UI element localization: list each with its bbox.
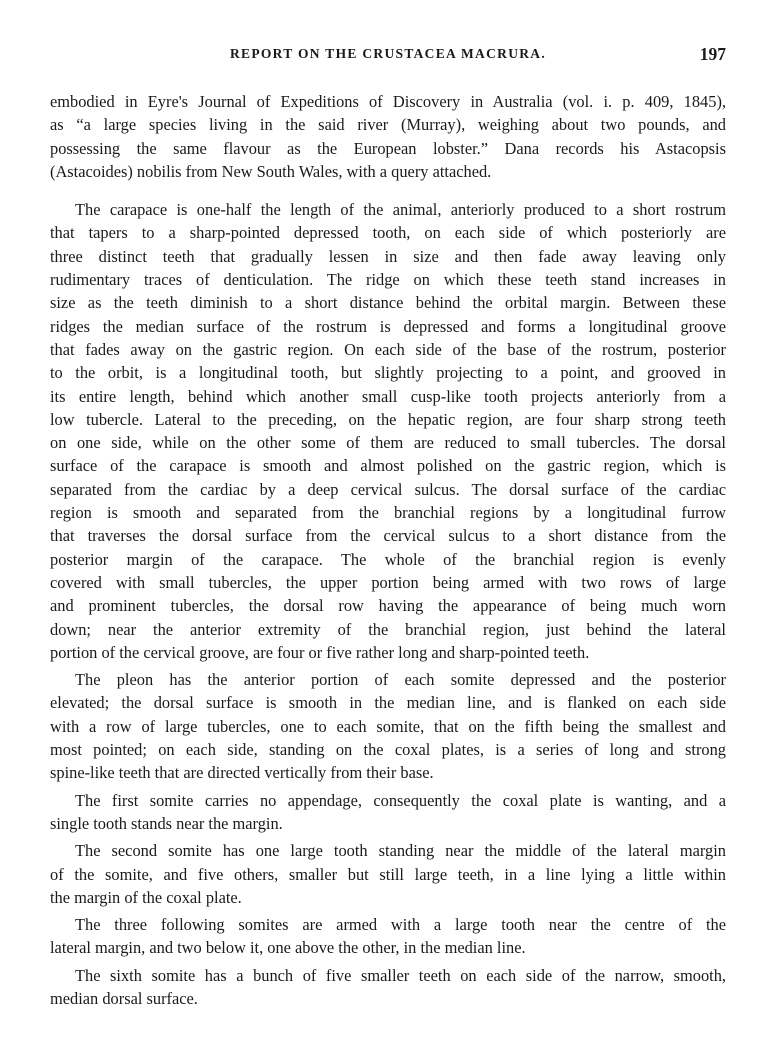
text-line: down; near the anterior extremity of the branchial region, just behind the lateral [50,619,726,639]
text-line: region is smooth and separated from the branchial regions by a longitudinal furrow [50,503,726,523]
text-line: single tooth stands near the margin. [50,813,283,833]
text-line: ridges the median surface of the rostrum is depressed and forms a longitudinal groove [50,316,726,336]
text-line: to the orbit, is a longitudinal tooth, but slightly projecting to a point, and grooved in [50,363,726,383]
text-line: The first somite carries no appendage, consequently the coxal plate is wanting, and a [75,790,726,810]
text-line: The pleon has the anterior portion of each somite depressed and the posterior [75,670,726,690]
text-line: The sixth somite has a bunch of five smaller teeth on each side of the narrow, smooth, [75,965,726,985]
text-line: the margin of the coxal plate. [50,887,242,907]
text-line: (Astacoides) nobilis from New South Wales, with a query attached. [50,161,492,181]
text-line: posterior margin of the carapace. The whole of the branchial region is evenly [50,549,726,569]
text-line: rudimentary traces of denticulation. The ridge on which these teeth stand increases in [50,270,726,290]
text-line: lateral margin, and two below it, one above the other, in the median line. [50,938,526,958]
body-text [50,90,726,1010]
text-line: spine-like teeth that are directed vertically from their base. [50,763,434,783]
text-line: low tubercle. Lateral to the preceding, on the hepatic region, are four sharp strong teeth [50,409,726,429]
paragraph [50,964,726,1011]
text-line: that fades away on the gastric region. On each side of the base of the rostrum, posterior [50,339,726,359]
text-line: The carapace is one-half the length of the animal, anteriorly produced to a short rostrum [75,200,726,220]
text-line: as “a large species living in the said river (Murray), weighing about two pounds, and [50,115,726,135]
paragraph [50,198,726,664]
paragraph [50,913,726,960]
text-line: covered with small tubercles, the upper portion being armed with two rows of large [50,572,726,592]
text-line: median dorsal surface. [50,988,198,1008]
page-header [50,44,726,68]
text-line: of the somite, and five others, smaller but still large teeth, in a line lying a little within [50,864,726,884]
paragraph [50,668,726,784]
text-line: size as the teeth diminish to a short distance behind the orbital margin. Between these [50,293,726,313]
text-line: its entire length, behind which another small cusp-like tooth projects anteriorly from a [50,386,726,406]
text-line: embodied in Eyre's Journal of Expeditions of Discovery in Australia (vol. i. p. 409, 1845), [50,92,726,111]
text-line: three distinct teeth that gradually lessen in size and then fade away leaving only [50,246,726,266]
text-line: on one side, while on the other some of them are reduced to small tubercles. The dorsal [50,433,726,453]
text-line: The second somite has one large tooth standing near the middle of the lateral margin [75,841,726,861]
paragraph [50,90,726,183]
running-title: REPORT ON THE CRUSTACEA MACRURA. [229,46,547,61]
text-line: elevated; the dorsal surface is smooth in the median line, and is flanked on each side [50,693,726,713]
paragraph [50,789,726,836]
text-line: possessing the same flavour as the European lobster.” Dana records his Astacopsis [50,138,726,158]
text-line: that traverses the dorsal surface from the cervical sulcus to a short distance from the [50,526,726,546]
paragraph [50,839,726,909]
text-line: that tapers to a sharp-pointed depressed tooth, on each side of which posteriorly are [50,223,726,243]
text-line: surface of the carapace is smooth and almost polished on the gastric region, which is [50,456,726,476]
page-number: 197 [699,44,726,64]
text-line: with a row of large tubercles, one to each somite, that on the fifth being the smallest and [50,716,726,736]
text-line: most pointed; on each side, standing on the coxal plates, is a series of long and strong [50,740,726,760]
text-line: separated from the cardiac by a deep cervical sulcus. The dorsal surface of the cardiac [50,479,726,499]
text-line: The three following somites are armed with a large tooth near the centre of the [75,915,726,935]
text-line: and prominent tubercles, the dorsal row having the appearance of being much worn [50,596,726,616]
text-line: portion of the cervical groove, are four or five rather long and sharp-pointed teeth. [50,642,590,662]
